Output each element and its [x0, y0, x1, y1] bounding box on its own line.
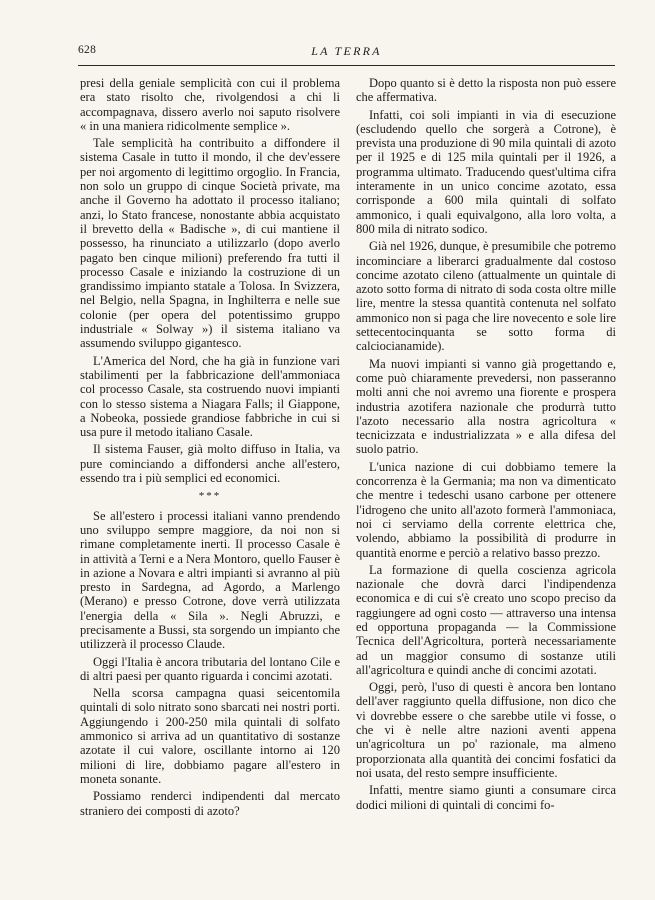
paragraph: Il sistema Fauser, già molto diffuso in Italia, va pure cominciando a diffondersi anche all'estero, essendo tra i più semplici ed economici.	[80, 442, 340, 486]
paragraph: Ma nuovi impianti si vanno già progettando e, come può chiaramente prevedersi, non passeranno molti anni che noi avremo una fiorente e prospera industria azotifera nazionale che produrrà tutto l'azoto necessario alla nostra agricoltura « tecnicizzata e industrializzata » e alla difesa del suolo patrio.	[356, 356, 616, 457]
right-column	[356, 76, 616, 815]
paragraph: Oggi l'Italia è ancora tributaria del lontano Cile e di altri paesi per quanto riguarda i concimi azotati.	[80, 654, 340, 683]
header-rule	[78, 65, 615, 66]
paragraph: Tale semplicità ha contribuito a diffondere il sistema Casale in tutto il mondo, il che dev'essere per noi argomento di legittimo orgoglio. In Francia, non solo un gruppo di cinque Società private, ma anche il Governo ha adottato il processo italiano; anzi, lo Stato francese, nonostante abbia acquistato il brevetto della « Badische », di cui mantiene il possesso, ha rinunciato a utilizzarlo (dopo averlo pagato ben cinque milioni) preferendo fra tutti il processo Casale e iniziando la costruzione di un grandissimo impianto statale a Tolosa. In Svizzera, nel Belgio, nella Spagna, in Inghilterra e nelle sue colonie (per opera del potentissimo gruppo industriale « Solway ») il sistema italiano va assumendo sviluppo gigantesco.	[80, 136, 340, 351]
paragraph: Dopo quanto si è detto la risposta non può essere che affermativa.	[356, 76, 616, 105]
paragraph: La formazione di quella coscienza agricola nazionale che dovrà darci l'indipendenza economica e di cui s'è creato uno scopo preciso da raggiungere ad ogni costo — attraverso una intensa ed opportuna propaganda — la Commissione Tecnica dell'Agricoltura, porterà necessariamente ad un maggior consumo di sostanze utili all'agricoltura e quindi anche di concimi azotati.	[356, 562, 616, 677]
paragraph: L'America del Nord, che ha già in funzione vari stabilimenti per la fabbricazione dell'ammoniaca col processo Casale, sta costruendo nuovi impianti con lo stesso sistema a Niagara Falls; il Giappone, a Nobeoka, possiede grandiose fabbriche in cui si usa pure il metodo italiano Casale.	[80, 353, 340, 440]
paragraph: Se all'estero i processi italiani vanno prendendo uno sviluppo sempre maggiore, da noi non si rimane completamente inerti. Il processo Casale è in attività a Terni e a Nera Montoro, quello Fauser è in azione a Novara e altri impianti si avranno al più presto in Sardegna, ad Agordo, a Marlengo (Merano) e presso Cotrone, dove verrà utilizzata l'energia della « Sila ». Negli Abruzzi, e precisamente a Bussi, sta sorgendo un impianto che utilizzerà il processo Claude.	[80, 508, 340, 652]
section-separator: ***	[198, 490, 222, 503]
paragraph: Possiamo renderci indipendenti dal mercato straniero dei composti di azoto?	[80, 789, 340, 818]
running-title: LA TERRA	[311, 44, 382, 58]
left-column	[80, 76, 340, 821]
paragraph: Infatti, coi soli impianti in via di esecuzione (escludendo quello che sorgerà a Cotrone), è prevista una produzione di 90 mila quintali di azoto per il 1925 e di 125 mila quintali per il 1926, a programma ultimato. Traducendo quest'ultima cifra interamente in un unico concime azotato, essa corrisponde a 600 mila quintali di solfato ammonico, i quali equivalgono, alla loro volta, a 800 mila di nitrato sodico.	[356, 107, 616, 236]
page-header	[78, 44, 615, 64]
paragraph: presi della geniale semplicità con cui il problema era stato risolto che, rivolgendosi a chi li accompagnava, dissero averlo noi saputo risolvere « in una maniera ridicolmente semplice ».	[80, 76, 340, 133]
paragraph: Nella scorsa campagna quasi seicentomila quintali di solo nitrato sono sbarcati nei nostri porti. Aggiungendo i 200-250 mila quintali di solfato ammonico si arriva ad un quantitativo di sostanze azotate il cui valore, oscillante intorno ai 120 milioni di lire, dobbiamo pagare all'estero in moneta sonante.	[80, 686, 340, 786]
paragraph: Già nel 1926, dunque, è presumibile che potremo incominciare a liberarci gradualmente dal costoso concime azotato cileno (attualmente un quintale di azoto sotto forma di nitrato di soda costa oltre mille lire, mentre la stessa quantità contenuta nel solfato ammonico non si paga che lire novecento e sole lire settecentocinquanta se sotto forma di calciocianamide).	[356, 239, 616, 354]
paragraph: L'unica nazione di cui dobbiamo temere la concorrenza è la Germania; ma non va dimenticato che mentre i tedeschi usano carbone per ottenere l'idrogeno che unito all'azoto formerà l'ammoniaca, noi ci serviamo della corrente elettrica che, volendo, abbiamo la possibilità di produrre in quantità enorme e perciò a relativo basso prezzo.	[356, 459, 616, 560]
paragraph: Infatti, mentre siamo giunti a consumare circa dodici milioni di quintali di concimi fo-	[356, 783, 616, 812]
paragraph: Oggi, però, l'uso di questi è ancora ben lontano dell'aver raggiunto quella diffusione, non dico che vi dovrebbe essere o che sarebbe utile vi fosse, o che vi è nelle altre nazioni aventi appena un'agricoltura un po' razionale, ma almeno proporzionata alla quantità dei concimi fosfatici da noi usata, del resto sempre insufficiente.	[356, 680, 616, 780]
page-number: 628	[78, 44, 97, 56]
